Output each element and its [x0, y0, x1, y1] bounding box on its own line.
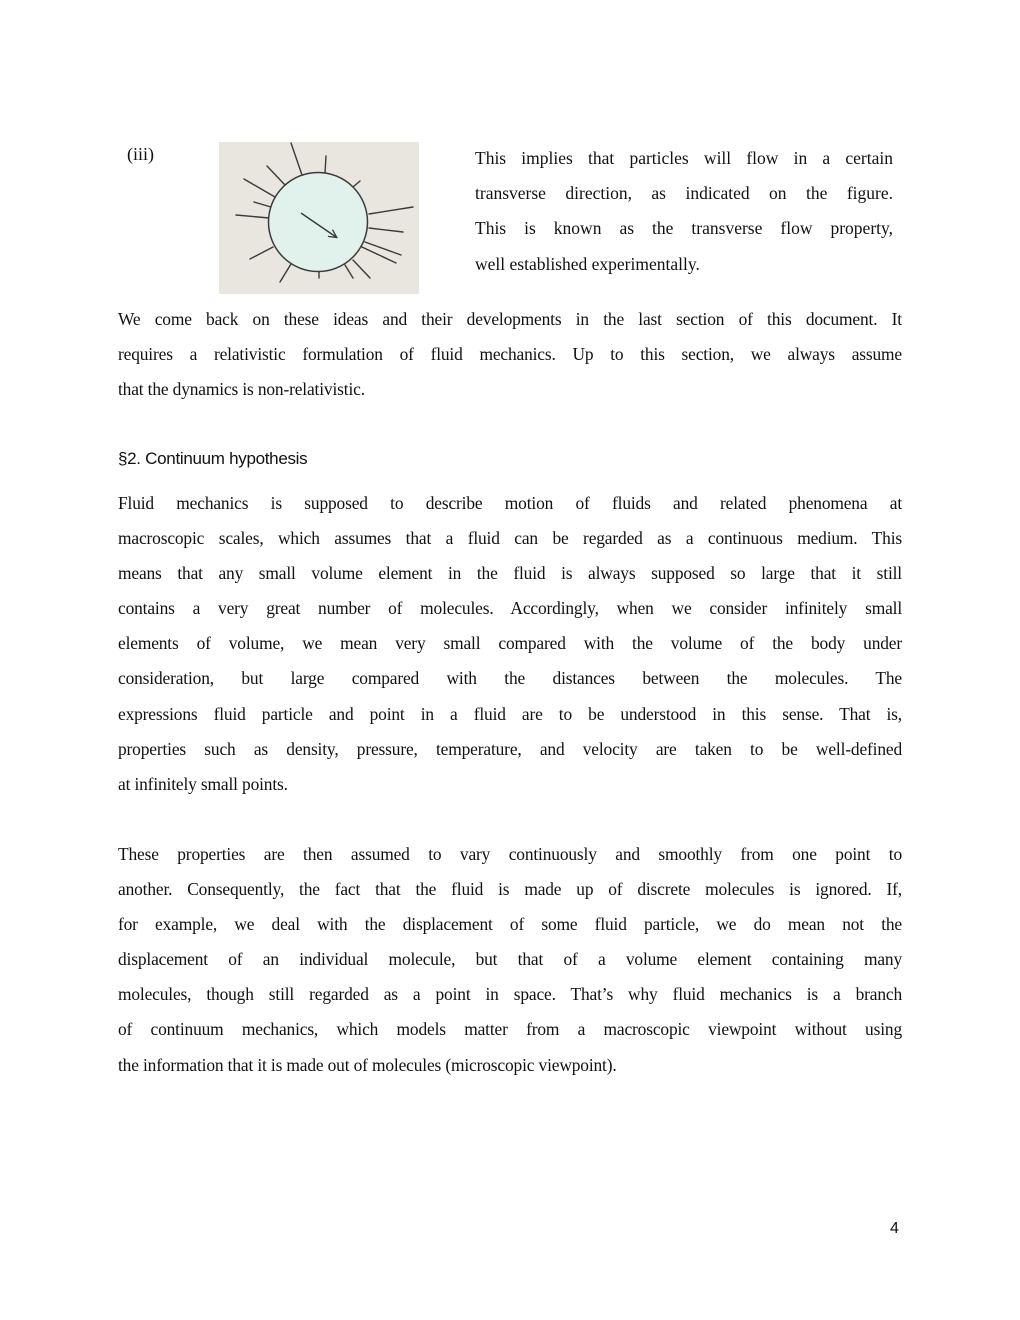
text-line: displacement of an individual molecule, but that of a volume element containing many: [118, 949, 902, 970]
text-line: macroscopic scales, which assumes that a fluid can be regarded as a continuous medium. This: [118, 528, 902, 549]
text-line: These properties are then assumed to vary continuously and smoothly from one point to: [118, 844, 902, 864]
text-line: at infinitely small points.: [118, 773, 288, 794]
text-line: properties such as density, pressure, temperature, and velocity are taken to be well-defined: [118, 738, 902, 759]
text-line: that the dynamics is non-relativistic.: [118, 379, 365, 400]
circle-radial-lines-diagram: [219, 142, 419, 294]
text-line: elements of volume, we mean very small compared with the volume of the body under: [118, 633, 902, 654]
text-line: requires a relativistic formulation of fluid mechanics. Up to this section, we always assume: [118, 344, 902, 365]
text-line: the information that it is made out of molecules (microscopic viewpoint).: [118, 1054, 617, 1075]
text-line: Fluid mechanics is supposed to describe motion of fluids and related phenomena at: [118, 493, 902, 513]
paragraph-continuum-definition: [118, 486, 902, 802]
transverse-flow-figure: [219, 142, 419, 294]
figure-caption-text: [475, 141, 893, 282]
text-line: for example, we deal with the displacement of some fluid particle, we do mean not the: [118, 914, 902, 935]
caption-line: This implies that particles will flow in a certain: [475, 148, 893, 168]
text-line: another. Consequently, the fact that the fluid is made up of discrete molecules is ignored. If,: [118, 879, 902, 900]
caption-line: This is known as the transverse flow property,: [475, 218, 893, 239]
paragraph-relativistic: [118, 302, 902, 407]
text-line: of continuum mechanics, which models matter from a macroscopic viewpoint without using: [118, 1019, 902, 1040]
caption-line: well established experimentally.: [475, 253, 700, 274]
figure-label: (iii): [127, 144, 154, 164]
text-line: contains a very great number of molecules. Accordingly, when we consider infinitely small: [118, 598, 902, 619]
text-line: consideration, but large compared with the distances between the molecules. The: [118, 668, 902, 689]
text-line: We come back on these ideas and their developments in the last section of this document. It: [118, 309, 902, 329]
section-heading: §2. Continuum hypothesis: [118, 449, 308, 468]
page-number: 4: [890, 1220, 899, 1237]
text-line: expressions fluid particle and point in a fluid are to be understood in this sense. That is,: [118, 703, 902, 724]
text-line: molecules, though still regarded as a point in space. That’s why fluid mechanics is a branch: [118, 984, 902, 1005]
text-line: means that any small volume element in the fluid is always supposed so large that it still: [118, 563, 902, 584]
paragraph-continuity-properties: [118, 837, 902, 1083]
caption-line: transverse direction, as indicated on the figure.: [475, 183, 893, 204]
